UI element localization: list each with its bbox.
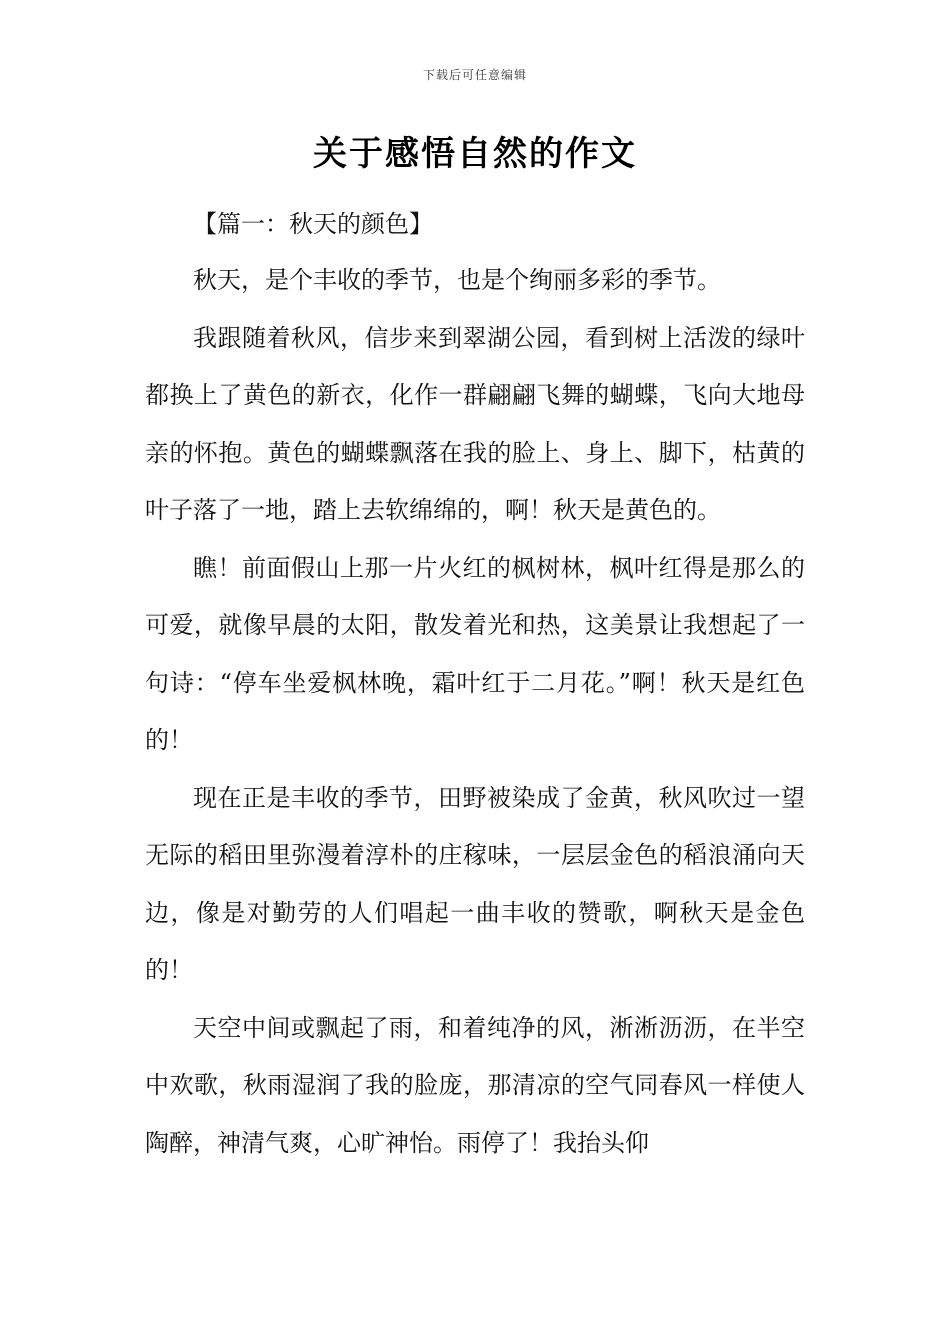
paragraph-3: 瞧！前面假山上那一片火红的枫树林，枫叶红得是那么的可爱，就像早晨的太阳，散发着光和热，这美景让我想起了一句诗：“停车坐爱枫林晚，霜叶红于二月花。”啊！秋天是红色的！ — [145, 553, 805, 754]
section-heading: 【篇一：秋天的颜色】 — [193, 210, 433, 238]
paragraph-5: 天空中间或飘起了雨，和着纯净的风，淅淅沥沥，在半空中欢歌，秋雨湿润了我的脸庞，那清凉的空气同春风一样使人陶醉，神清气爽，心旷神怡。雨停了！我抬头仰 — [145, 1013, 805, 1157]
paragraph-1: 秋天，是个丰收的季节，也是个绚丽多彩的季节。 — [193, 266, 721, 294]
paragraph-2: 我跟随着秋风，信步来到翠湖公园，看到树上活泼的绿叶都换上了黄色的新衣，化作一群翩翩飞舞的蝴蝶，飞向大地母亲的怀抱。黄色的蝴蝶飘落在我的脸上、身上、脚下，枯黄的叶子落了一地，踏上去软绵绵的，啊！秋天是黄色的。 — [145, 323, 805, 524]
paragraph-4: 现在正是丰收的季节，田野被染成了金黄，秋风吹过一望无际的稻田里弥漫着淳朴的庄稼味，一层层金色的稻浪涌向天边，像是对勤劳的人们唱起一曲丰收的赞歌，啊秋天是金色的！ — [145, 783, 805, 984]
document-title: 关于感悟自然的作文 — [313, 134, 637, 174]
header-note: 下载后可任意编辑 — [422, 68, 527, 82]
document-body — [145, 196, 805, 1172]
